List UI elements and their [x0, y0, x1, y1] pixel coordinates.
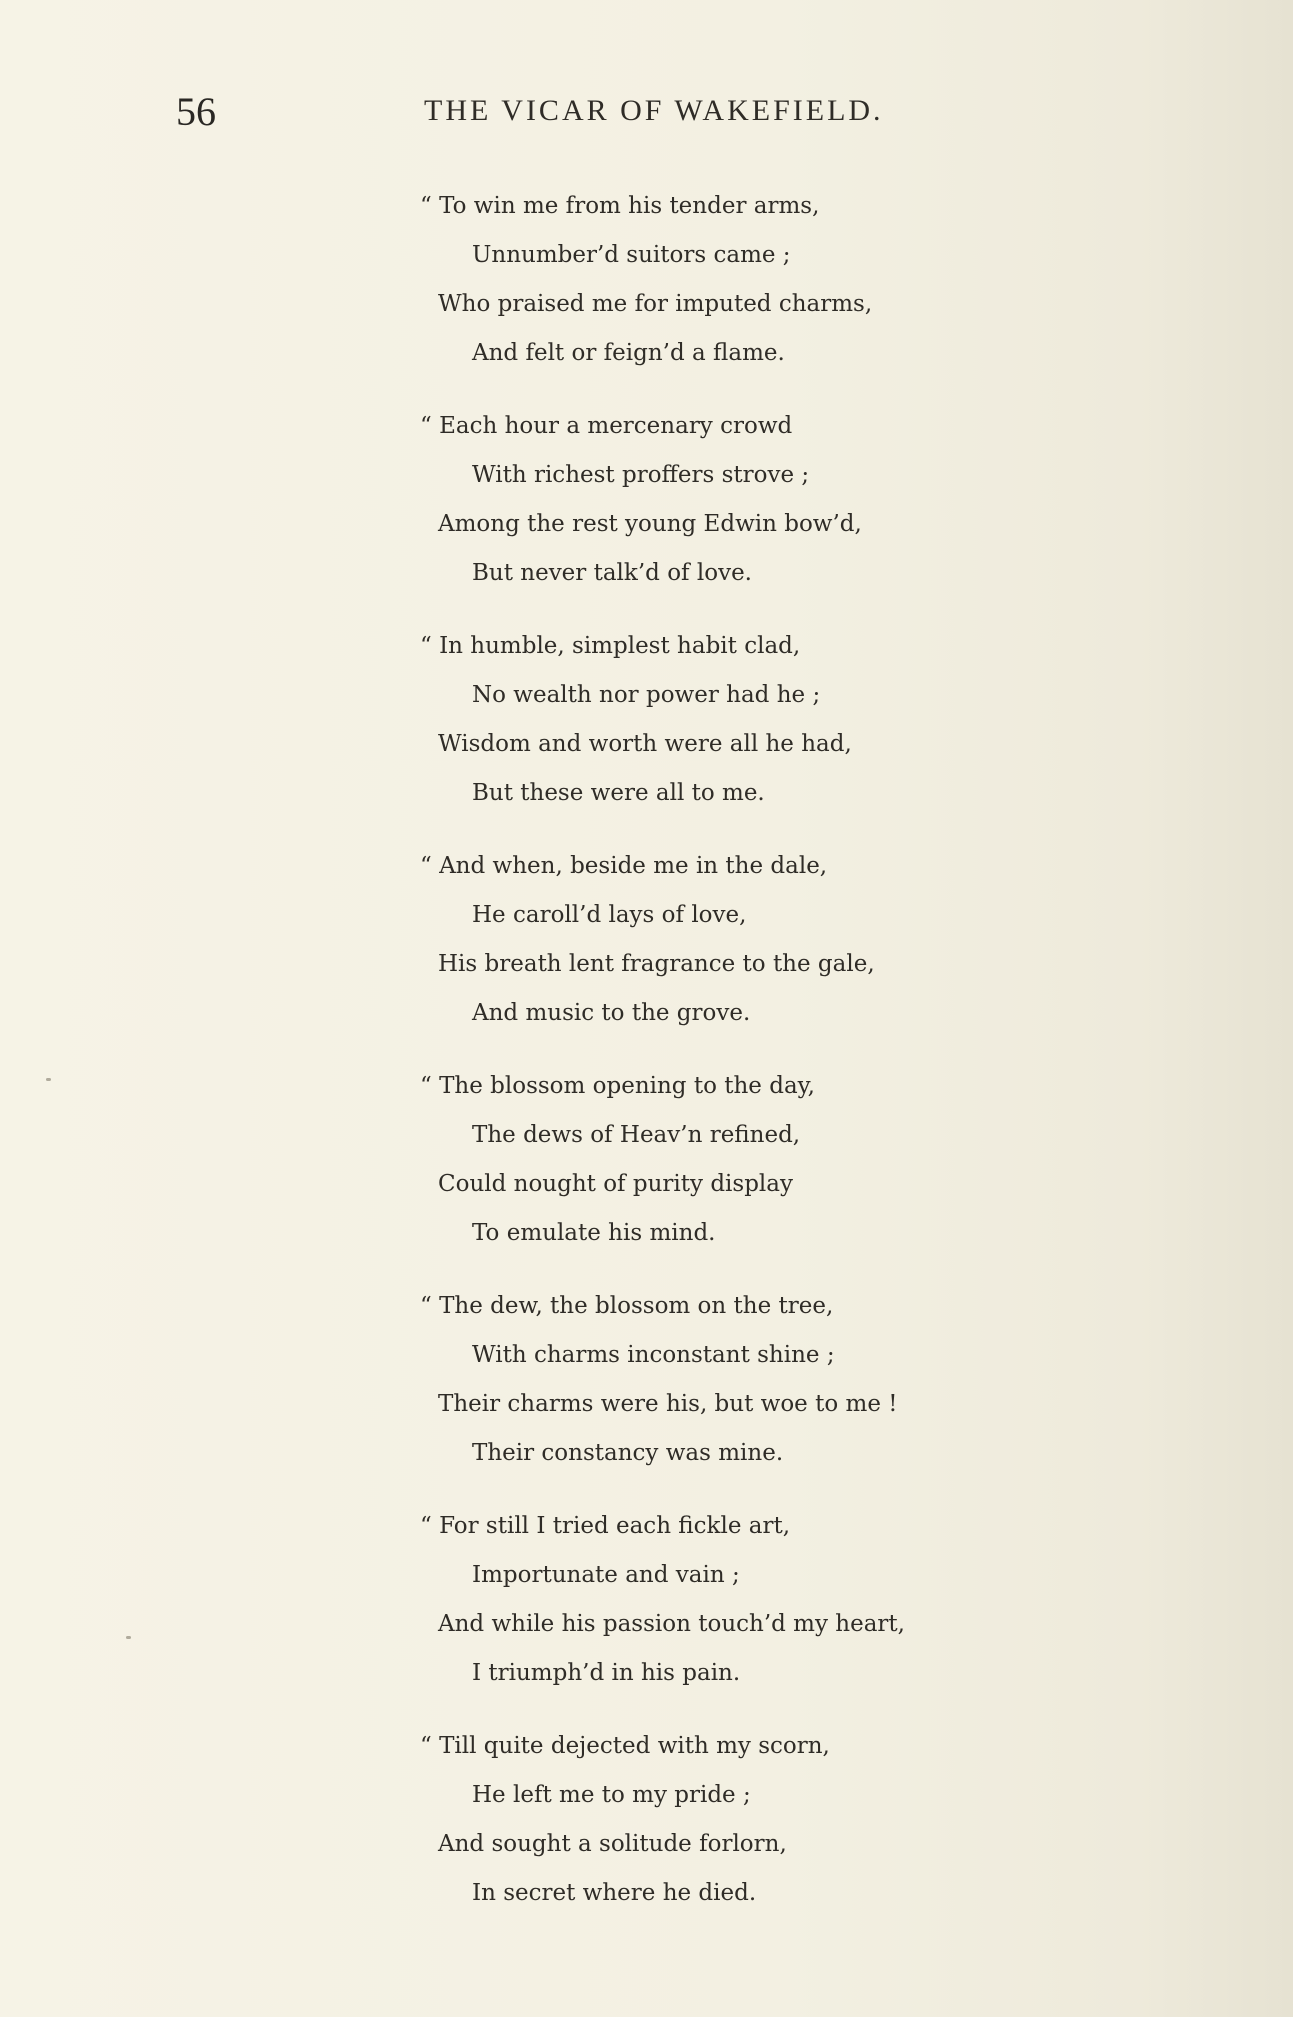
poem-line: But these were all to me.	[472, 780, 765, 806]
poem-line: “ Each hour a mercenary crowd	[420, 413, 793, 439]
poem-line: The dews of Heav’n refined,	[472, 1122, 801, 1148]
poem-line: “ In humble, simplest habit clad,	[420, 633, 801, 659]
poem-line: Importunate and vain ;	[472, 1562, 740, 1588]
poem-line: Unnumber’d suitors came ;	[472, 242, 791, 268]
stanza-1	[420, 182, 1060, 378]
stanza-4	[420, 842, 1060, 1038]
poem-line: Their constancy was mine.	[472, 1440, 784, 1466]
poem-line: And music to the grove.	[472, 1000, 751, 1026]
poem-line: To emulate his mind.	[472, 1220, 716, 1246]
running-head	[176, 88, 986, 138]
poem-line: Who praised me for imputed charms,	[438, 291, 873, 317]
poem-line: “ And when, beside me in the dale,	[420, 853, 828, 879]
stanza-7	[420, 1502, 1060, 1698]
poem-line: His breath lent fragrance to the gale,	[438, 951, 875, 977]
poem-line: And sought a solitude forlorn,	[438, 1831, 787, 1857]
poem-line: With richest proffers strove ;	[472, 462, 810, 488]
poem-line: No wealth nor power had he ;	[472, 682, 821, 708]
page-number: 56	[176, 89, 216, 134]
poem-line: “ To win me from his tender arms,	[420, 193, 820, 219]
poem-line: I triumph’d in his pain.	[472, 1660, 741, 1686]
poem-line: But never talk’d of love.	[472, 560, 752, 586]
poem-line: He caroll’d lays of love,	[472, 902, 747, 928]
poem-line: “ The dew, the blossom on the tree,	[420, 1293, 834, 1319]
poem-line: Could nought of purity display	[438, 1171, 793, 1197]
poem-line: Wisdom and worth were all he had,	[438, 731, 852, 757]
stanza-5	[420, 1062, 1060, 1258]
stanza-2	[420, 402, 1060, 598]
paper-speck	[126, 1636, 131, 1639]
poem-line: In secret where he died.	[472, 1880, 757, 1906]
poem-line: He left me to my pride ;	[472, 1782, 751, 1808]
poem-line: And while his passion touch’d my heart,	[438, 1611, 905, 1637]
poem-line: And felt or feign’d a flame.	[472, 340, 785, 366]
stanza-8	[420, 1722, 1060, 1918]
paper-speck	[46, 1078, 51, 1081]
poem-line: “ Till quite dejected with my scorn,	[420, 1733, 830, 1759]
book-title: THE VICAR OF WAKEFIELD.	[424, 94, 884, 127]
poem-line: With charms inconstant shine ;	[472, 1342, 835, 1368]
poem-line: “ For still I tried each fickle art,	[420, 1513, 791, 1539]
poem-line: Among the rest young Edwin bow’d,	[438, 511, 862, 537]
poem-line: Their charms were his, but woe to me !	[438, 1391, 898, 1417]
poem	[420, 182, 1060, 1942]
stanza-3	[420, 622, 1060, 818]
stanza-6	[420, 1282, 1060, 1478]
poem-line: “ The blossom opening to the day,	[420, 1073, 815, 1099]
